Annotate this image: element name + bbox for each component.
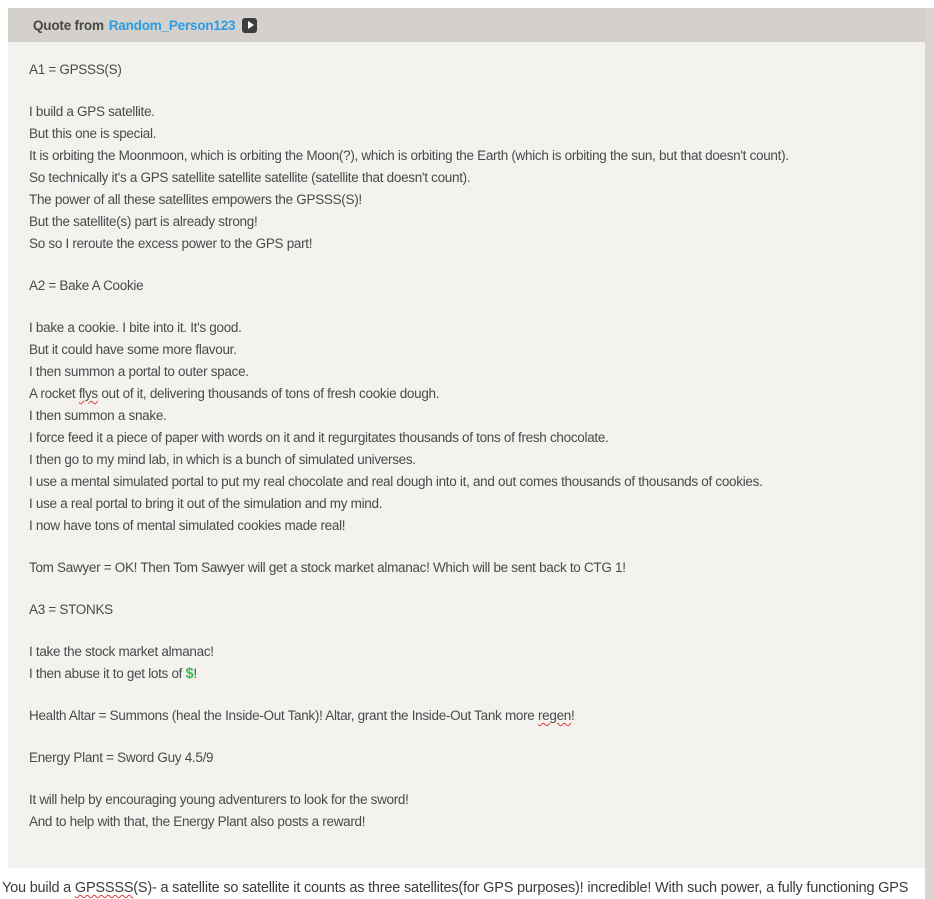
text-segment: I bake a cookie. I bite into it. It's good. bbox=[29, 320, 242, 335]
quote-line bbox=[29, 471, 914, 493]
text-segment: I use a mental simulated portal to put my real chocolate and real dough into it, and out comes thousands of thousands of cookies. bbox=[29, 474, 763, 489]
quote-line bbox=[29, 189, 914, 211]
quote-line bbox=[29, 769, 914, 789]
misspelled-word: regen bbox=[537, 708, 571, 723]
scrollbar[interactable] bbox=[925, 8, 934, 899]
text-segment: (S)- a satellite so satellite it counts as three satellites(for GPS purposes)! incredible! With such power, a fully functioning GPS bbox=[133, 880, 909, 896]
text-segment: ! bbox=[193, 666, 197, 681]
text-segment: You build a bbox=[2, 880, 75, 896]
quote-line bbox=[29, 275, 914, 297]
quote-line bbox=[29, 145, 914, 167]
text-segment: But this one is special. bbox=[29, 126, 157, 141]
text-segment: I force feed it a piece of paper with words on it and it regurgitates thousands of tons of fresh chocolate. bbox=[29, 430, 609, 445]
text-segment: But the satellite(s) part is already strong! bbox=[29, 214, 258, 229]
quote-line bbox=[29, 167, 914, 189]
quote-line bbox=[29, 255, 914, 275]
text-segment: I then go to my mind lab, in which is a bunch of simulated universes. bbox=[29, 452, 416, 467]
text-segment: I then summon a snake. bbox=[29, 408, 167, 423]
quote-line bbox=[29, 449, 914, 471]
quote-line bbox=[29, 727, 914, 747]
jump-to-post-icon[interactable] bbox=[242, 18, 257, 33]
text-segment: Tom Sawyer = OK! Then Tom Sawyer will get a stock market almanac! Which will be sent back to CTG 1! bbox=[29, 560, 626, 575]
text-segment: A3 = STONKS bbox=[29, 602, 113, 617]
quote-line bbox=[29, 233, 914, 255]
text-segment: A1 = GPSSS(S) bbox=[29, 62, 122, 77]
quote-line bbox=[29, 405, 914, 427]
misspelled-word: flys bbox=[78, 386, 98, 401]
post-outside-text bbox=[0, 878, 934, 898]
text-segment: A2 = Bake A Cookie bbox=[29, 278, 144, 293]
quote-line bbox=[29, 579, 914, 599]
text-segment: ! bbox=[570, 708, 575, 723]
quote-line bbox=[29, 537, 914, 557]
text-segment: And to help with that, the Energy Plant also posts a reward! bbox=[29, 814, 366, 829]
text-segment: I now have tons of mental simulated cookies made real! bbox=[29, 518, 346, 533]
quote-line bbox=[29, 515, 914, 537]
text-segment: The power of all these satellites empowers the GPSSS(S)! bbox=[29, 192, 362, 207]
quote-header-prefix: Quote from bbox=[33, 17, 104, 33]
text-segment: Health Altar = Summons (heal the Inside-Out Tank)! Altar, grant the Inside-Out Tank more bbox=[29, 708, 538, 723]
quote-line bbox=[29, 747, 914, 769]
text-segment: out of it, delivering thousands of tons of fresh cookie dough. bbox=[97, 386, 440, 401]
quote-author-link[interactable]: Random_Person123 bbox=[108, 17, 236, 33]
quote-line bbox=[29, 339, 914, 361]
quote-body bbox=[8, 42, 934, 868]
text-segment: So so I reroute the excess power to the GPS part! bbox=[29, 236, 313, 251]
quote-line bbox=[29, 621, 914, 641]
quote-line bbox=[29, 811, 914, 833]
text-segment: I then summon a portal to outer space. bbox=[29, 364, 249, 379]
quote-header bbox=[8, 8, 934, 42]
quote-line bbox=[29, 599, 914, 621]
quote-line bbox=[29, 317, 914, 339]
text-segment: It will help by encouraging young adventurers to look for the sword! bbox=[29, 792, 409, 807]
quote-line bbox=[29, 427, 914, 449]
quote-line bbox=[29, 297, 914, 317]
quote-line bbox=[29, 383, 914, 405]
quote-line bbox=[29, 81, 914, 101]
quote-block bbox=[8, 8, 934, 868]
quote-line bbox=[29, 641, 914, 663]
quote-line bbox=[29, 59, 914, 81]
quote-line bbox=[29, 789, 914, 811]
quote-line bbox=[29, 101, 914, 123]
money-emoji: $ bbox=[185, 666, 194, 682]
quote-line bbox=[29, 493, 914, 515]
misspelled-word: GPSSSS bbox=[74, 880, 134, 896]
quote-line bbox=[29, 557, 914, 579]
play-arrow-icon bbox=[248, 21, 254, 29]
quote-line bbox=[29, 685, 914, 705]
quote-lines bbox=[29, 59, 914, 833]
text-segment: So technically it's a GPS satellite satellite satellite (satellite that doesn't count). bbox=[29, 170, 471, 185]
text-segment: It is orbiting the Moonmoon, which is orbiting the Moon(?), which is orbiting the Earth (which is orbiting the sun, but that doesn't count). bbox=[29, 148, 789, 163]
quote-line bbox=[29, 211, 914, 233]
quote-line bbox=[29, 663, 914, 685]
quote-line bbox=[29, 361, 914, 383]
text-segment: I then abuse it to get lots of bbox=[29, 666, 186, 681]
text-segment: I take the stock market almanac! bbox=[29, 644, 214, 659]
text-segment: But it could have some more flavour. bbox=[29, 342, 237, 357]
text-segment: I build a GPS satellite. bbox=[29, 104, 155, 119]
quote-line bbox=[29, 705, 914, 727]
quote-line bbox=[29, 123, 914, 145]
text-segment: I use a real portal to bring it out of the simulation and my mind. bbox=[29, 496, 383, 511]
text-segment: A rocket bbox=[29, 386, 79, 401]
text-segment: Energy Plant = Sword Guy 4.5/9 bbox=[29, 750, 214, 765]
